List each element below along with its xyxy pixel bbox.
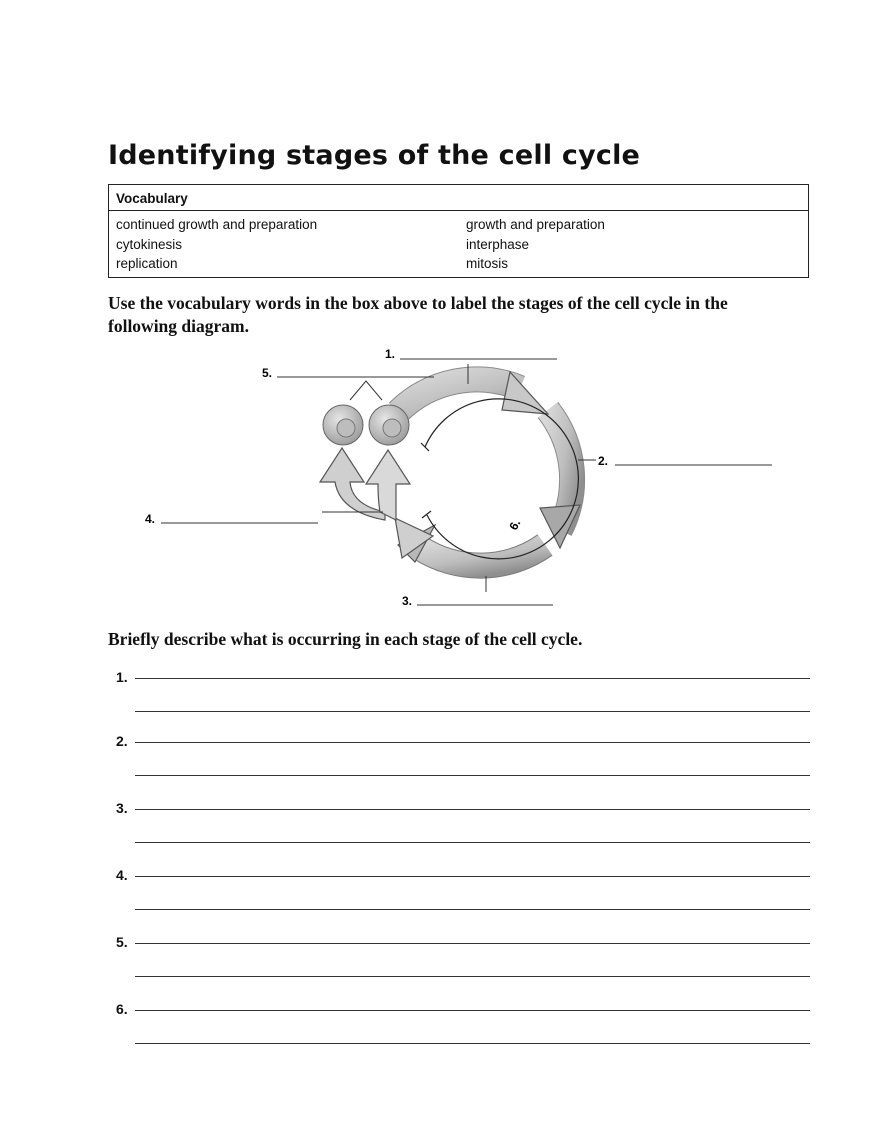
- vocab-word: replication: [116, 256, 178, 271]
- answer-number: 2.: [116, 733, 128, 749]
- answer-line[interactable]: [135, 976, 810, 977]
- answer-line[interactable]: [135, 909, 810, 910]
- cycle-arrowhead: [502, 372, 548, 414]
- answer-number: 3.: [116, 800, 128, 816]
- answer-row-1: [108, 669, 810, 748]
- cell-nucleus: [337, 419, 355, 437]
- inner-arc-tick: [422, 511, 431, 518]
- answer-line[interactable]: [135, 809, 810, 810]
- answer-number: 5.: [116, 934, 128, 950]
- answer-number: 4.: [116, 867, 128, 883]
- vocabulary-heading: Vocabulary: [109, 185, 808, 211]
- vocab-word: growth and preparation: [466, 217, 605, 232]
- label-instruction: Use the vocabulary words in the box above to label the stages of the cell cycle in the following diagram.: [108, 293, 728, 336]
- answer-line[interactable]: [135, 742, 810, 743]
- answer-number: 6.: [116, 1001, 128, 1017]
- diagram-label-6: 6.: [506, 516, 524, 533]
- answer-row-3: [108, 800, 810, 879]
- vocabulary-box: [108, 184, 809, 278]
- answer-line[interactable]: [135, 1043, 810, 1044]
- inner-arc-tick: [421, 443, 429, 451]
- answer-line[interactable]: [135, 711, 810, 712]
- page-title: Identifying stages of the cell cycle: [108, 140, 641, 171]
- answer-row-6: [108, 1001, 810, 1080]
- vocab-word: cytokinesis: [116, 236, 183, 252]
- vocabulary-column-right: [466, 215, 605, 274]
- answer-line[interactable]: [135, 876, 810, 877]
- label-5-bracket: [350, 381, 382, 400]
- answer-line[interactable]: [135, 842, 810, 843]
- answer-row-5: [108, 934, 810, 1013]
- answer-line[interactable]: [135, 1010, 810, 1011]
- diagram-label-1: 1.: [385, 347, 396, 361]
- diagram-label-2: 2.: [598, 454, 609, 468]
- diagram-label-3: 3.: [402, 594, 413, 608]
- inner-arc: [425, 399, 578, 559]
- answer-row-2: [108, 733, 810, 812]
- answer-line[interactable]: [135, 678, 810, 679]
- vocab-word: continued growth and preparation: [116, 217, 318, 232]
- diagram-label-4: 4.: [145, 512, 156, 526]
- vocab-word: interphase: [466, 236, 530, 252]
- cell-cycle-diagram: [0, 330, 880, 620]
- vocabulary-column-left: [116, 215, 317, 274]
- answer-line[interactable]: [135, 943, 810, 944]
- vocab-word: mitosis: [466, 256, 509, 271]
- answer-line[interactable]: [135, 775, 810, 776]
- cell-nucleus: [383, 419, 401, 437]
- diagram-label-5: 5.: [262, 366, 273, 380]
- answer-row-4: [108, 867, 810, 946]
- answer-number: 1.: [116, 669, 128, 685]
- describe-instruction: Briefly describe what is occurring in each stage of the cell cycle.: [108, 629, 583, 649]
